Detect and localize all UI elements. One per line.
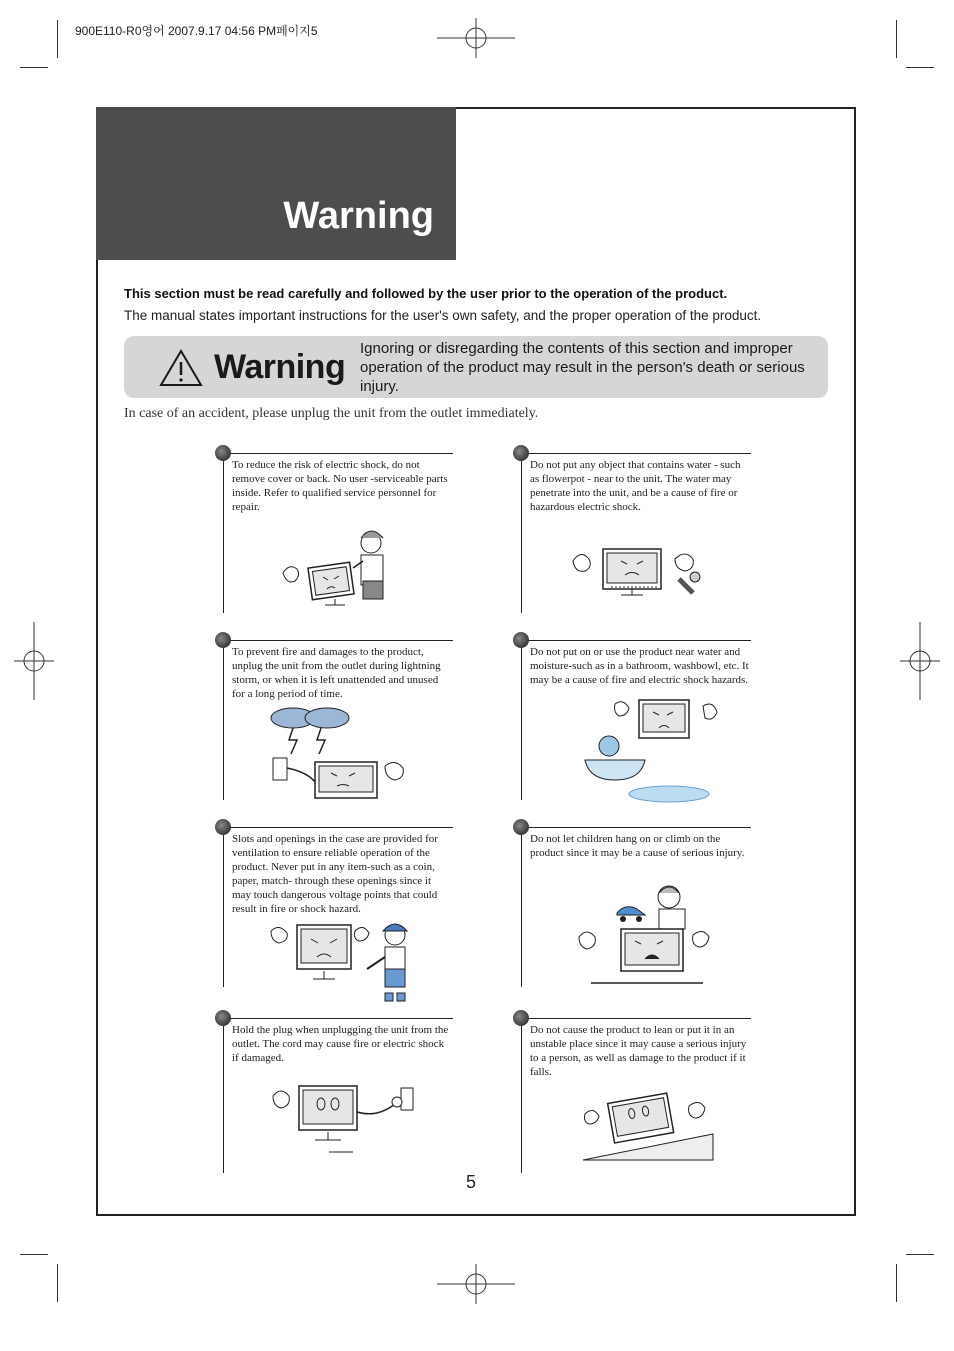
bullet-icon — [513, 445, 529, 461]
bullet-icon — [513, 819, 529, 835]
bullet-icon — [513, 1010, 529, 1026]
monitor-with-technician-illustration — [275, 523, 405, 608]
bullet-icon — [513, 632, 529, 648]
warning-item — [521, 640, 751, 800]
title-box — [96, 107, 456, 260]
registration-mark-icon — [14, 622, 54, 700]
registration-mark-icon — [437, 1264, 515, 1304]
registration-mark-icon — [437, 18, 515, 58]
warning-item — [521, 1018, 751, 1173]
crop-mark — [20, 1254, 48, 1255]
page-title: Warning — [283, 195, 434, 237]
warning-text: Do not cause the product to lean or put it in an unstable place since it may cause a serious injury to a person, as well as damage to the product if it falls. — [530, 1024, 747, 1078]
registration-mark-icon — [900, 622, 940, 700]
bullet-icon — [215, 632, 231, 648]
warning-triangle-icon — [158, 348, 204, 388]
warning-text: Do not let children hang on or climb on the product since it may be a cause of serious injury. — [530, 833, 745, 859]
crop-mark — [896, 20, 897, 58]
intro-bold-text: This section must be read carefully and followed by the user prior to the operation of the product. — [124, 286, 728, 301]
bullet-icon — [215, 445, 231, 461]
warning-item — [223, 453, 453, 613]
warning-text: Do not put on or use the product near water and moisture-such as in a bathroom, washbowl, etc. It may be a cause of fire and electric shock hazards. — [530, 646, 749, 686]
monitor-child-with-screwdriver-illustration — [267, 921, 427, 1013]
bullet-icon — [215, 819, 231, 835]
monitor-child-climbing-illustration — [573, 883, 723, 987]
crop-mark — [906, 1254, 934, 1255]
print-header: 900E110-R0영어 2007.9.17 04:56 PM페이지5 — [75, 24, 318, 38]
monitor-leaning-illustration — [581, 1090, 721, 1162]
banner-text: Ignoring or disregarding the contents of this section and improper operation of the product may result in the person's death or serious injury. — [360, 340, 805, 395]
monitor-with-flowerpot-illustration — [571, 543, 711, 603]
crop-mark — [20, 67, 48, 68]
crop-mark — [906, 67, 934, 68]
warning-text: Slots and openings in the case are provided for ventilation to ensure reliable operation of the product. Never put in any item-such as a coin, paper, match- through these openings since it may touch dangerous voltage points that could result in fire or shock hazard. — [232, 833, 438, 915]
warning-item — [223, 1018, 453, 1173]
intro-text: The manual states important instructions for the user's own safety, and the proper operation of the product. — [124, 308, 762, 323]
page-number: 5 — [466, 1172, 477, 1192]
warning-text: Do not put any object that contains water - such as flowerpot - near to the unit. The water may penetrate into the unit, and be a cause of fire or hazardous electric shock. — [530, 459, 741, 513]
monitor-unplugging-illustration — [269, 1082, 419, 1162]
crop-mark — [896, 1264, 897, 1302]
warning-banner — [124, 336, 828, 398]
warning-item — [521, 453, 751, 613]
warning-text: To prevent fire and damages to the product, unplug the unit from the outlet during lightning storm, or when it is left unattended and unused for a long period of time. — [232, 646, 441, 700]
warning-text: Hold the plug when unplugging the unit from the outlet. The cord may cause fire or electric shock if damaged. — [232, 1024, 449, 1064]
warning-item — [223, 827, 453, 987]
banner-title: Warning — [214, 348, 346, 386]
monitor-lightning-storm-illustration — [267, 706, 417, 800]
crop-mark — [57, 20, 58, 58]
warning-item — [223, 640, 453, 800]
accident-note: In case of an accident, please unplug the unit from the outlet immediately. — [124, 406, 539, 421]
bullet-icon — [215, 1010, 231, 1026]
warning-item — [521, 827, 751, 987]
crop-mark — [57, 1264, 58, 1302]
monitor-bathtub-illustration — [565, 698, 735, 806]
warning-text: To reduce the risk of electric shock, do not remove cover or back. No user -serviceable parts inside. Refer to qualified service personnel for repair. — [232, 459, 448, 513]
